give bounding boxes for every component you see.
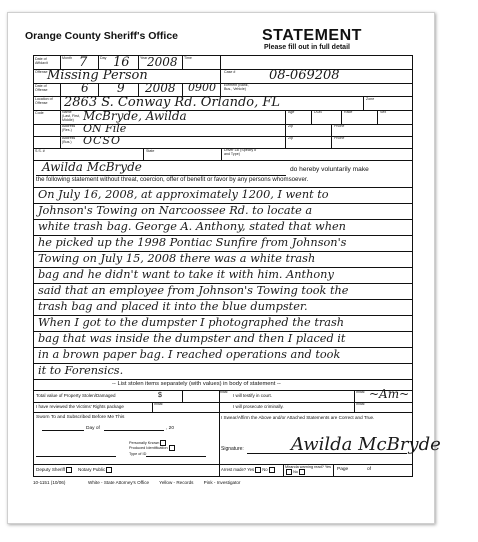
statement-line-text: trash bag and placed it into the blue dumpster. [38, 300, 308, 313]
age-label: Age [288, 110, 295, 114]
statement-line [34, 363, 412, 380]
offense-value: Missing Person [47, 68, 148, 83]
arrest-label: Arrest made? Yes [221, 467, 255, 473]
arrest-made-field [221, 467, 275, 473]
statement-line-text: in a brown paper bag. I reached operations and took [38, 348, 341, 361]
affirm-label: I Swear/Affirm the Above and/or Attached Statements are Correct and True. [221, 415, 375, 420]
address-res-label: Address (Res.) [62, 124, 76, 132]
miranda-no-checkbox[interactable] [299, 469, 305, 475]
statement-line-text: When I got to the dumpster I photographed the trash [38, 316, 345, 329]
declarant-statement-line: the following statement without threat, coercion, offer of benefit or favor by any persons whomsoever. [36, 176, 309, 183]
day-label: Day [100, 56, 107, 60]
statement-line [34, 203, 412, 220]
race-label: Race [344, 110, 353, 114]
statement-line [34, 283, 412, 300]
offense-year: 2008 [145, 81, 176, 95]
day-of-label: Day of [86, 426, 100, 431]
deputy-option[interactable] [36, 467, 72, 473]
offense-day: 9 [117, 81, 125, 95]
declarant-name: Awilda McBryde [42, 160, 142, 174]
miranda-yes-checkbox[interactable] [286, 469, 292, 475]
affidavit-year: 2008 [147, 55, 178, 69]
produced-id-checkbox[interactable] [169, 445, 175, 451]
miranda-no-label: No [293, 470, 298, 474]
notary-label: Notary Public [78, 467, 106, 473]
statement-line [34, 347, 412, 364]
offense-time: 0900 [188, 81, 216, 94]
statement-line [34, 331, 412, 348]
statement-line [34, 315, 412, 332]
declarant-suffix: do hereby voluntarily make [290, 166, 369, 173]
offense-label: Offense [35, 70, 48, 74]
produced-id-option[interactable] [129, 445, 175, 451]
statement-line [34, 219, 412, 236]
affidavit-day: 16 [113, 55, 130, 70]
stolen-items-note: -- List stolen items separately (with values) in body of statement -- [112, 381, 281, 387]
victims-rights-label: I have reviewed the Victims' Rights package [36, 404, 124, 409]
ss-label: S.S. # [35, 149, 45, 153]
address-bus-value: OCSO [83, 134, 121, 147]
initial-label-testify: Initial [356, 390, 365, 394]
victim-name-label: Name (Last, First, Middle) [62, 110, 80, 122]
deputy-checkbox[interactable] [66, 467, 72, 473]
declarant-signature: Awilda McBryde [291, 434, 441, 455]
location-label: Location of Offense [35, 97, 53, 105]
phone-label: Phone [334, 124, 345, 128]
miranda-label: Miranda warning read? Yes [285, 465, 332, 469]
arrest-no-checkbox[interactable] [269, 467, 275, 473]
dob-label: DOB [314, 110, 322, 114]
time-label: Time [184, 56, 192, 60]
case-number-value: 08-069208 [269, 68, 340, 83]
zip-label-bus: Zip [288, 136, 293, 140]
notary-checkbox[interactable] [106, 467, 112, 473]
year-blank-label: , 20 [166, 426, 175, 431]
affidavit-month: 7 [79, 55, 88, 70]
signature-label: Signature: [221, 446, 244, 452]
location-value: 2863 S. Conway Rd. Orlando, FL [64, 95, 281, 110]
sheriff-office-name: Orange County Sheriff's Office [25, 30, 179, 42]
arrest-no-label: No [262, 467, 268, 473]
prosecute-label: I will prosecute criminally. [233, 404, 284, 409]
total-value-label: Total value of Property Stolen/Damaged [36, 393, 116, 398]
victim-name-value: McBryde, Awilda [83, 109, 187, 123]
statement-line-text: Towing on July 15, 2008 there was a white trash [38, 252, 316, 265]
dollar-sign: $ [158, 392, 162, 399]
produced-id-label: Produced Identification [129, 446, 168, 450]
deputy-label: Deputy Sheriff [36, 467, 66, 473]
statement-line [34, 187, 412, 204]
statement-line-text: bag that was inside the dumpster and then I placed it [38, 332, 346, 345]
address-res-value: ON File [83, 122, 127, 135]
offense-month: 6 [81, 81, 89, 95]
statement-line [34, 299, 412, 316]
testify-label: I will testify in court. [233, 393, 273, 398]
statement-line-text: On July 16, 2008, at approximately 1200, I went to [38, 188, 329, 201]
offense-date-label: Date of Offense [35, 84, 48, 92]
statement-line-text: it to Forensics. [38, 364, 124, 377]
statement-body [34, 187, 412, 380]
statement-form [33, 55, 441, 477]
testify-initials: ~Am~ [369, 387, 410, 401]
arrest-yes-checkbox[interactable] [255, 467, 261, 473]
month-label: Month [62, 56, 72, 60]
driver-license-label: Driver Lic (Specify # and Type) [224, 148, 257, 156]
phone-label-bus: Phone [334, 136, 345, 140]
state-label: State [146, 149, 155, 153]
zip-label: Zip [288, 124, 293, 128]
statement-line-text: he picked up the 1998 Pontiac Sunfire from Johnson's [38, 236, 347, 249]
case-number-label: Case # [224, 70, 236, 74]
initial-label-rights: Initial [154, 402, 163, 406]
form-number: 10-1151 (10/06) [33, 480, 66, 485]
affidavit-date-label: Date of Affidavit [35, 57, 48, 65]
notary-option[interactable] [78, 467, 112, 473]
offense-row [34, 69, 412, 84]
bottom-block [34, 387, 441, 476]
miranda-field [285, 465, 331, 475]
copy-distribution: White - State Attorney's Office Yellow - Records Pink - Investigator [88, 480, 241, 485]
statement-line [34, 267, 412, 284]
sex-label: Sex [380, 110, 387, 114]
sworn-label: Sworn To and Subscribed Before Me This [36, 415, 125, 420]
statement-line-text: bag and he didn't want to take it with him. Anthony [38, 268, 334, 281]
statement-line [34, 251, 412, 268]
declarant-section [34, 160, 412, 188]
initial-label-total: Initial [219, 390, 228, 394]
initial-label-prosecute: Initial [356, 402, 365, 406]
form-subtitle: Please fill out in full detail [264, 44, 350, 51]
page-of-label: of [367, 467, 372, 472]
address-bus-label: Address (Bus.) [62, 136, 76, 144]
statement-line-text: white trash bag. George A. Anthony, stated that when [38, 220, 346, 233]
form-title: STATEMENT [262, 27, 362, 44]
type-of-id-label: Type of ID [129, 452, 147, 456]
year-label: Year [140, 56, 148, 60]
statement-line [34, 235, 412, 252]
page-label: Page [337, 467, 349, 472]
statement-line-text: Johnson's Towing on Narcoossee Rd. to locate a [38, 204, 313, 217]
personally-known-label: Personally Known [129, 441, 160, 445]
code-label: Code [35, 111, 44, 115]
element-label: Element (Bank, Bus., Vehicle) [224, 83, 249, 91]
zone-label: Zone [366, 97, 375, 101]
statement-line-text: said that an employee from Johnson's Towing took the [38, 284, 349, 297]
